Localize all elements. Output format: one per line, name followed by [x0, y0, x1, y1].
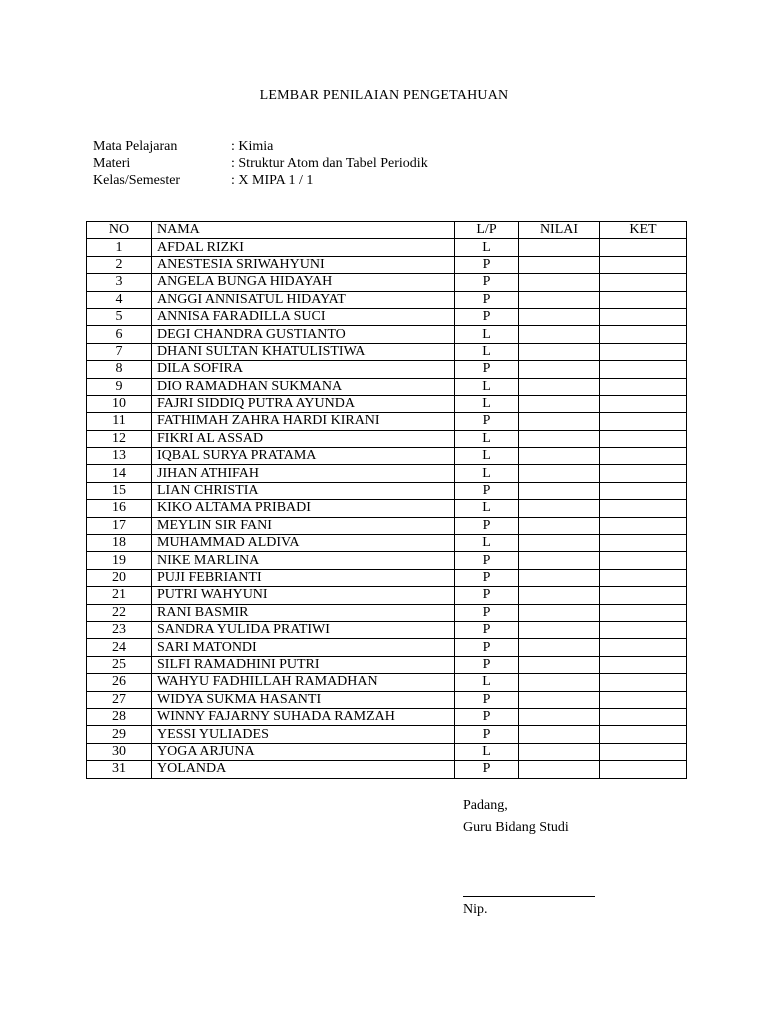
cell-nilai	[519, 430, 600, 447]
cell-nama: YESSI YULIADES	[152, 726, 455, 743]
cell-lp: L	[455, 395, 519, 412]
cell-nama: ANGGI ANNISATUL HIDAYAT	[152, 291, 455, 308]
cell-nilai	[519, 343, 600, 360]
table-row	[87, 604, 687, 621]
cell-nama: PUTRI WAHYUNI	[152, 587, 455, 604]
cell-nilai	[519, 674, 600, 691]
cell-ket	[600, 639, 687, 656]
cell-nama: DEGI CHANDRA GUSTIANTO	[152, 326, 455, 343]
cell-ket	[600, 274, 687, 291]
cell-lp: P	[455, 291, 519, 308]
meta-row-subject	[93, 138, 428, 155]
document-title: LEMBAR PENILAIAN PENGETAHUAN	[259, 88, 509, 103]
header-ket: KET	[600, 222, 687, 239]
cell-lp: L	[455, 343, 519, 360]
cell-ket	[600, 674, 687, 691]
cell-ket	[600, 500, 687, 517]
grades-table	[86, 221, 687, 779]
cell-lp: L	[455, 500, 519, 517]
table-row	[87, 239, 687, 256]
cell-lp: L	[455, 239, 519, 256]
cell-nama: YOGA ARJUNA	[152, 743, 455, 760]
cell-nama: SANDRA YULIDA PRATIWI	[152, 621, 455, 638]
cell-no: 5	[87, 308, 152, 325]
cell-lp: P	[455, 308, 519, 325]
cell-lp: P	[455, 587, 519, 604]
cell-nama: KIKO ALTAMA PRIBADI	[152, 500, 455, 517]
cell-ket	[600, 621, 687, 638]
table-row	[87, 395, 687, 412]
cell-no: 26	[87, 674, 152, 691]
cell-lp: L	[455, 535, 519, 552]
cell-ket	[600, 256, 687, 273]
document-meta	[93, 138, 428, 189]
table-row	[87, 291, 687, 308]
cell-no: 4	[87, 291, 152, 308]
cell-no: 30	[87, 743, 152, 760]
cell-ket	[600, 517, 687, 534]
table-row	[87, 708, 687, 725]
cell-nilai	[519, 691, 600, 708]
cell-ket	[600, 448, 687, 465]
table-row	[87, 413, 687, 430]
table-row	[87, 378, 687, 395]
cell-no: 21	[87, 587, 152, 604]
cell-nilai	[519, 395, 600, 412]
cell-nilai	[519, 569, 600, 586]
cell-ket	[600, 430, 687, 447]
table-row	[87, 500, 687, 517]
cell-nilai	[519, 326, 600, 343]
cell-nilai	[519, 535, 600, 552]
table-row	[87, 674, 687, 691]
meta-value: : Kimia	[231, 139, 274, 154]
cell-nama: DILA SOFIRA	[152, 361, 455, 378]
table-row	[87, 517, 687, 534]
cell-nama: SARI MATONDI	[152, 639, 455, 656]
cell-lp: L	[455, 465, 519, 482]
cell-no: 10	[87, 395, 152, 412]
cell-nilai	[519, 761, 600, 778]
table-header-row	[87, 222, 687, 239]
cell-nilai	[519, 308, 600, 325]
cell-ket	[600, 291, 687, 308]
table-row	[87, 743, 687, 760]
signature-space	[463, 839, 595, 883]
table-row	[87, 552, 687, 569]
cell-ket	[600, 361, 687, 378]
cell-lp: P	[455, 726, 519, 743]
cell-nilai	[519, 413, 600, 430]
cell-nilai	[519, 552, 600, 569]
cell-ket	[600, 482, 687, 499]
meta-value: : X MIPA 1 / 1	[231, 173, 314, 188]
table-row	[87, 326, 687, 343]
header-no: NO	[87, 222, 152, 239]
cell-nama: FATHIMAH ZAHRA HARDI KIRANI	[152, 413, 455, 430]
cell-nilai	[519, 708, 600, 725]
table-row	[87, 482, 687, 499]
cell-lp: P	[455, 552, 519, 569]
cell-nama: AFDAL RIZKI	[152, 239, 455, 256]
signature-place: Padang,	[463, 798, 508, 813]
cell-nama: MEYLIN SIR FANI	[152, 517, 455, 534]
cell-no: 14	[87, 465, 152, 482]
cell-lp: L	[455, 743, 519, 760]
cell-no: 2	[87, 256, 152, 273]
cell-lp: P	[455, 691, 519, 708]
meta-label: Mata Pelajaran	[93, 139, 178, 154]
cell-lp: P	[455, 569, 519, 586]
cell-lp: L	[455, 378, 519, 395]
cell-no: 18	[87, 535, 152, 552]
table-row	[87, 308, 687, 325]
cell-no: 22	[87, 604, 152, 621]
table-row	[87, 465, 687, 482]
table-row	[87, 535, 687, 552]
table-row	[87, 256, 687, 273]
cell-no: 16	[87, 500, 152, 517]
meta-row-class	[93, 172, 428, 189]
cell-lp: P	[455, 621, 519, 638]
cell-nama: YOLANDA	[152, 761, 455, 778]
meta-label: Kelas/Semester	[93, 173, 181, 188]
cell-no: 19	[87, 552, 152, 569]
cell-nilai	[519, 256, 600, 273]
cell-nilai	[519, 743, 600, 760]
cell-nilai	[519, 500, 600, 517]
cell-nilai	[519, 517, 600, 534]
cell-nilai	[519, 656, 600, 673]
cell-lp: P	[455, 361, 519, 378]
cell-nilai	[519, 604, 600, 621]
cell-nama: FAJRI SIDDIQ PUTRA AYUNDA	[152, 395, 455, 412]
cell-ket	[600, 604, 687, 621]
header-lp: L/P	[455, 222, 519, 239]
cell-nama: WIDYA SUKMA HASANTI	[152, 691, 455, 708]
meta-label: Materi	[93, 156, 131, 171]
cell-no: 25	[87, 656, 152, 673]
cell-nilai	[519, 291, 600, 308]
cell-lp: P	[455, 274, 519, 291]
table-row	[87, 587, 687, 604]
cell-nama: MUHAMMAD ALDIVA	[152, 535, 455, 552]
cell-nama: WAHYU FADHILLAH RAMADHAN	[152, 674, 455, 691]
cell-lp: L	[455, 448, 519, 465]
cell-no: 8	[87, 361, 152, 378]
cell-nama: ANESTESIA SRIWAHYUNI	[152, 256, 455, 273]
cell-nilai	[519, 482, 600, 499]
cell-no: 6	[87, 326, 152, 343]
cell-no: 17	[87, 517, 152, 534]
cell-ket	[600, 726, 687, 743]
cell-nama: ANGELA BUNGA HIDAYAH	[152, 274, 455, 291]
cell-nilai	[519, 587, 600, 604]
cell-lp: P	[455, 708, 519, 725]
cell-lp: P	[455, 517, 519, 534]
cell-no: 1	[87, 239, 152, 256]
table-row	[87, 274, 687, 291]
cell-ket	[600, 378, 687, 395]
cell-lp: P	[455, 482, 519, 499]
table-row	[87, 726, 687, 743]
cell-nama: IQBAL SURYA PRATAMA	[152, 448, 455, 465]
cell-ket	[600, 743, 687, 760]
table-row	[87, 448, 687, 465]
cell-lp: P	[455, 656, 519, 673]
cell-nilai	[519, 361, 600, 378]
signature-nip: Nip.	[463, 902, 488, 917]
table-row	[87, 639, 687, 656]
table-row	[87, 761, 687, 778]
cell-nama: JIHAN ATHIFAH	[152, 465, 455, 482]
cell-no: 24	[87, 639, 152, 656]
table-row	[87, 343, 687, 360]
cell-lp: P	[455, 639, 519, 656]
cell-nilai	[519, 639, 600, 656]
header-nama: NAMA	[152, 222, 455, 239]
cell-lp: P	[455, 413, 519, 430]
cell-no: 15	[87, 482, 152, 499]
cell-nilai	[519, 274, 600, 291]
cell-nama: WINNY FAJARNY SUHADA RAMZAH	[152, 708, 455, 725]
table-row	[87, 656, 687, 673]
cell-lp: P	[455, 604, 519, 621]
cell-nama: ANNISA FARADILLA SUCI	[152, 308, 455, 325]
cell-ket	[600, 569, 687, 586]
cell-ket	[600, 465, 687, 482]
table-row	[87, 430, 687, 447]
cell-ket	[600, 552, 687, 569]
cell-ket	[600, 535, 687, 552]
cell-nama: SILFI RAMADHINI PUTRI	[152, 656, 455, 673]
cell-ket	[600, 587, 687, 604]
table-row	[87, 691, 687, 708]
signature-block	[463, 795, 595, 921]
table-row	[87, 621, 687, 638]
cell-lp: L	[455, 326, 519, 343]
table-row	[87, 361, 687, 378]
cell-lp: P	[455, 256, 519, 273]
cell-nilai	[519, 726, 600, 743]
cell-ket	[600, 326, 687, 343]
cell-lp: L	[455, 674, 519, 691]
cell-nama: LIAN CHRISTIA	[152, 482, 455, 499]
cell-nama: DIO RAMADHAN SUKMANA	[152, 378, 455, 395]
cell-ket	[600, 308, 687, 325]
cell-nilai	[519, 239, 600, 256]
cell-nilai	[519, 621, 600, 638]
cell-lp: L	[455, 430, 519, 447]
cell-no: 13	[87, 448, 152, 465]
cell-lp: P	[455, 761, 519, 778]
cell-nama: RANI BASMIR	[152, 604, 455, 621]
cell-no: 27	[87, 691, 152, 708]
cell-nilai	[519, 465, 600, 482]
cell-no: 31	[87, 761, 152, 778]
cell-ket	[600, 691, 687, 708]
cell-no: 20	[87, 569, 152, 586]
cell-no: 11	[87, 413, 152, 430]
cell-nilai	[519, 378, 600, 395]
signature-role: Guru Bidang Studi	[463, 820, 569, 835]
cell-ket	[600, 708, 687, 725]
cell-ket	[600, 761, 687, 778]
cell-nilai	[519, 448, 600, 465]
cell-nama: NIKE MARLINA	[152, 552, 455, 569]
signature-line	[463, 883, 595, 897]
table-body	[87, 239, 687, 778]
cell-no: 23	[87, 621, 152, 638]
cell-ket	[600, 413, 687, 430]
cell-nama: PUJI FEBRIANTI	[152, 569, 455, 586]
table-row	[87, 569, 687, 586]
meta-value: : Struktur Atom dan Tabel Periodik	[231, 156, 428, 171]
header-nilai: NILAI	[519, 222, 600, 239]
cell-ket	[600, 343, 687, 360]
cell-nama: DHANI SULTAN KHATULISTIWA	[152, 343, 455, 360]
cell-no: 3	[87, 274, 152, 291]
cell-no: 7	[87, 343, 152, 360]
cell-ket	[600, 395, 687, 412]
cell-no: 29	[87, 726, 152, 743]
cell-ket	[600, 239, 687, 256]
cell-no: 28	[87, 708, 152, 725]
cell-no: 9	[87, 378, 152, 395]
meta-row-material	[93, 155, 428, 172]
cell-ket	[600, 656, 687, 673]
cell-no: 12	[87, 430, 152, 447]
cell-nama: FIKRI AL ASSAD	[152, 430, 455, 447]
